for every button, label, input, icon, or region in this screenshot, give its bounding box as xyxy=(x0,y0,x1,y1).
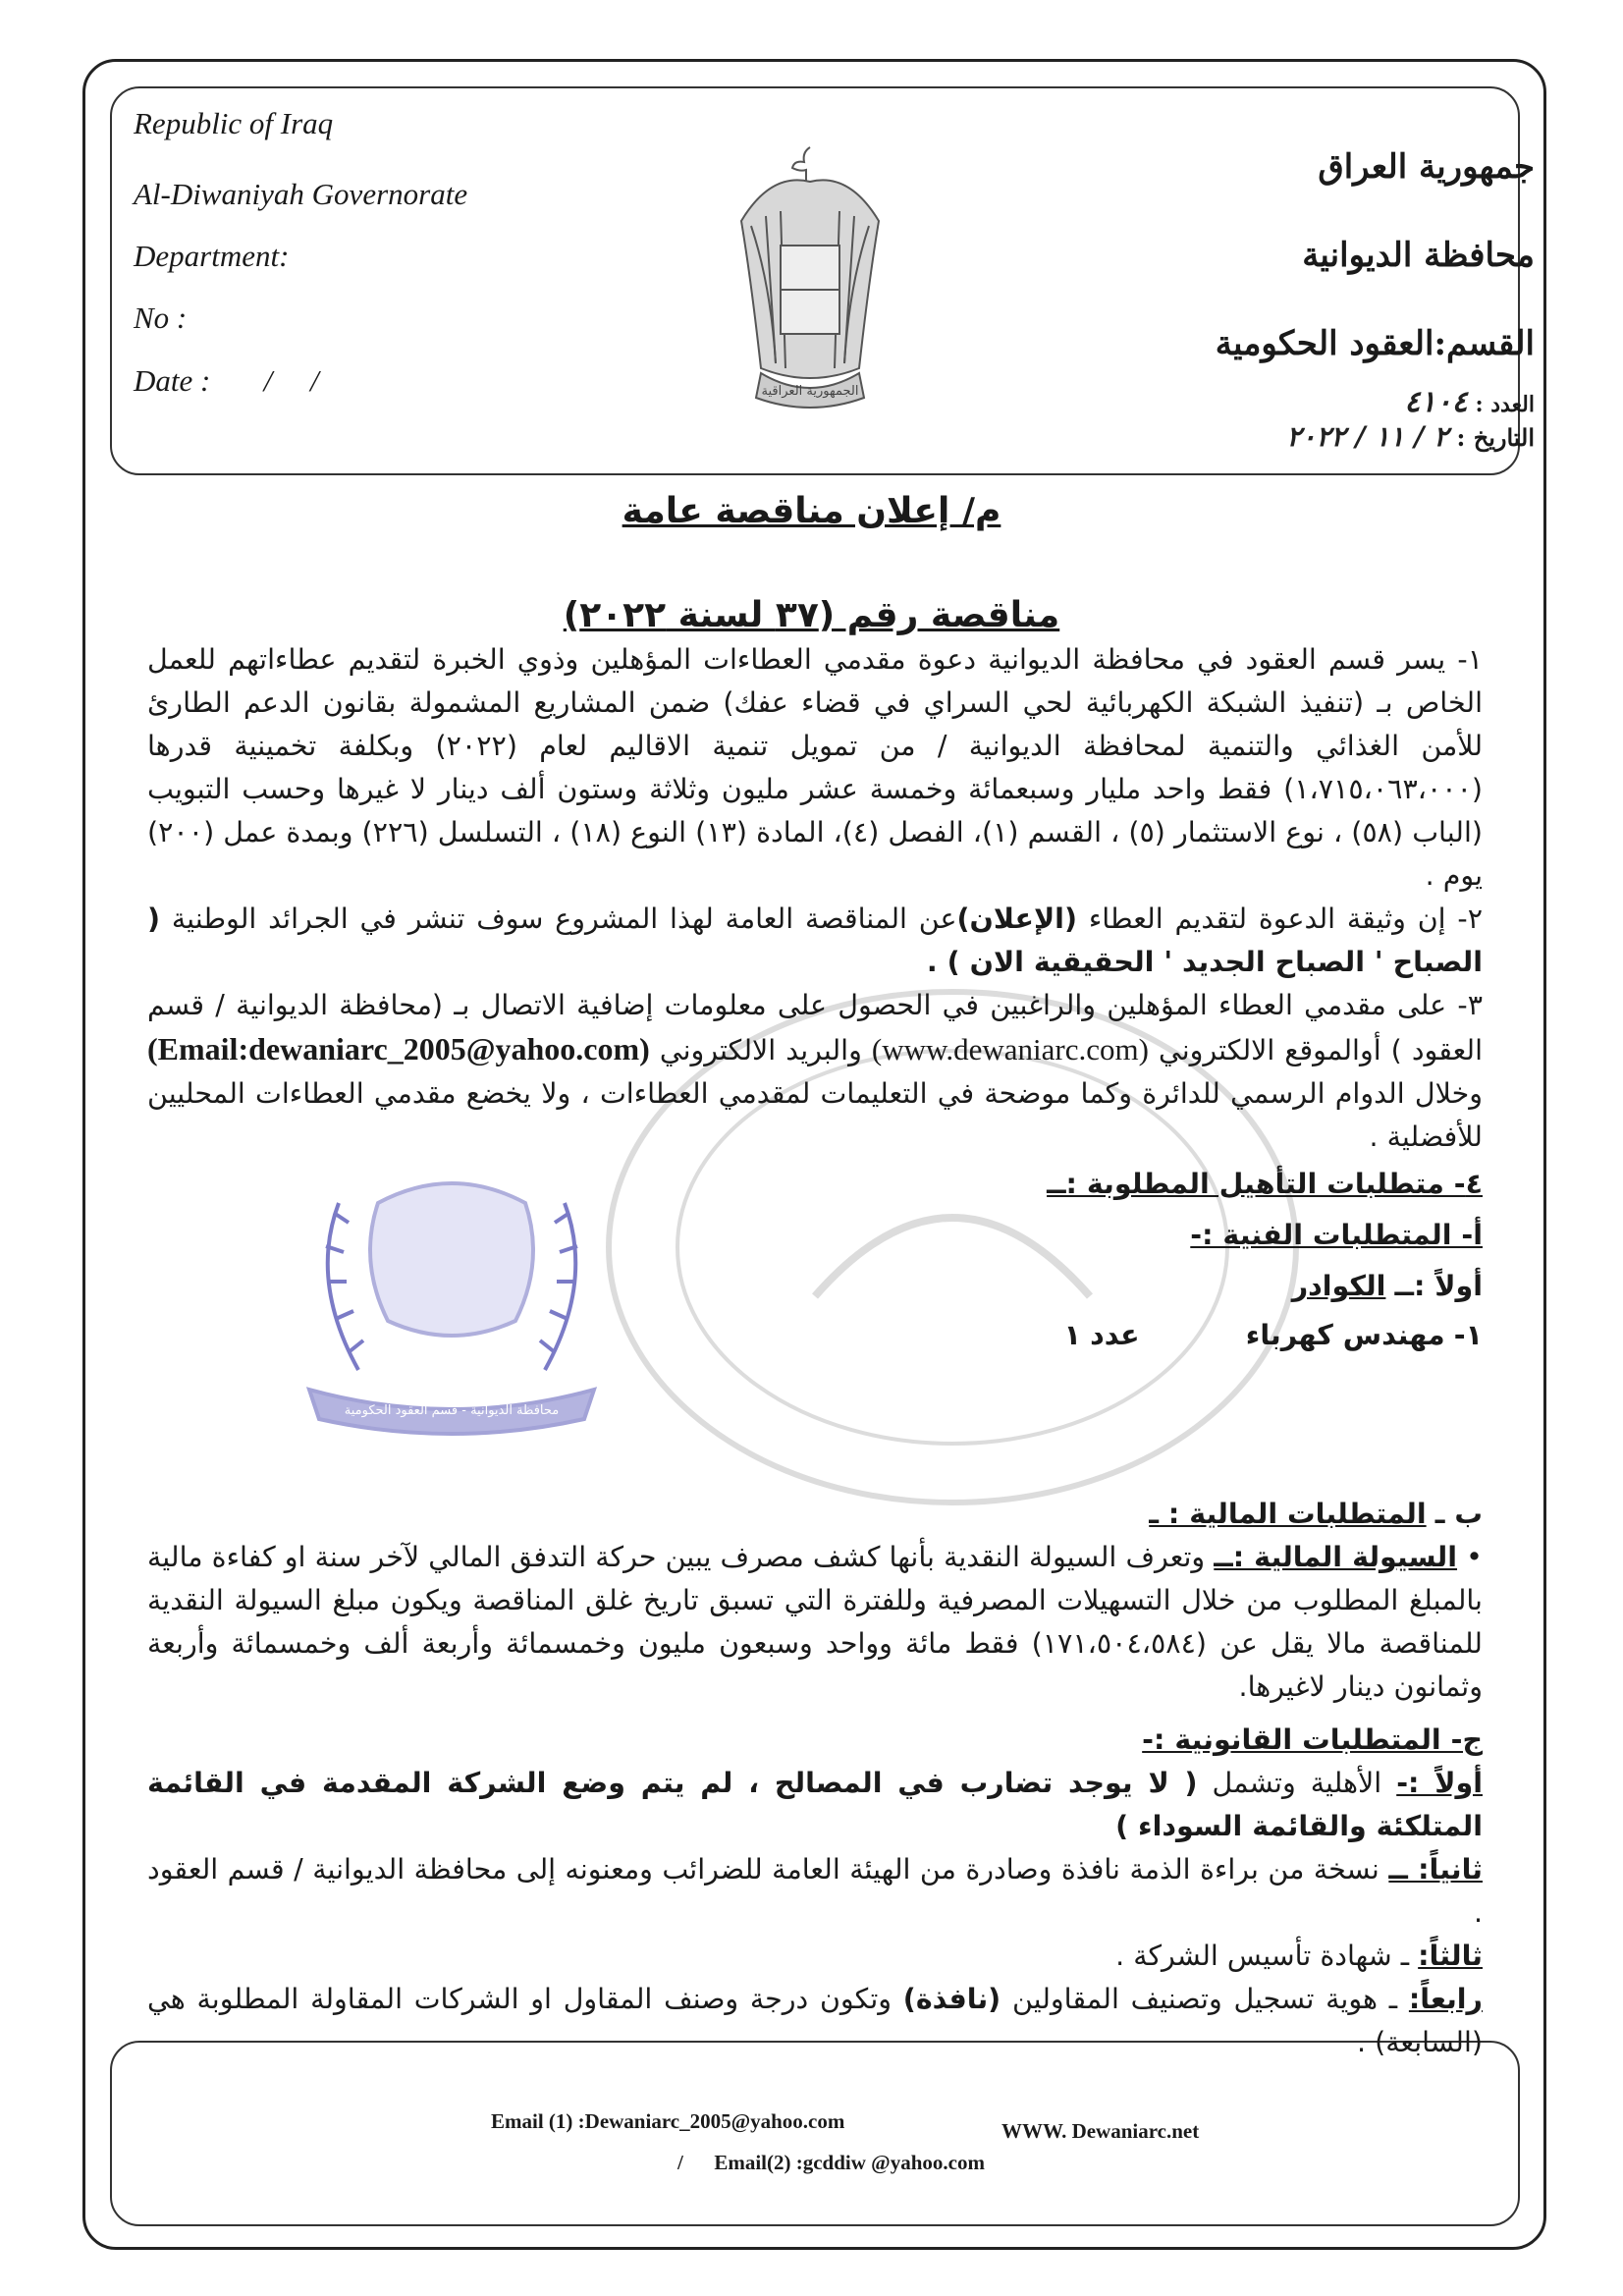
paragraph-1: ١- يسر قسم العقود في محافظة الديوانية دعوة مقدمي العطاءات المؤهلين وذوي الخبرة لتقديم عطاءاتهم للعمل الخاص بـ (تنفيذ الشبكة الكهربائية لحي السراي في قضاء عفك) ضمن المشاريع المشمولة بقانون الدعم الطارئ للأمن الغذائي والتنمية لمحافظة الديوانية / من تمويل تنمية الاقاليم لعام (٢٠٢٢) وبكلفة تخمينية قدرها (١،٧١٥،٠٦٣،٠٠٠) فقط واحد مليار وسبعمائة وخمسة عشر مليون وثلاثة وستون ألف دينار لا غيرها وحسب التبويب (الباب (٥٨) ، نوع الاستثمار (٥) ، القسم (١)، الفصل (٤)، المادة (١٣) النوع (١٨) ، التسلسل (٢٢٦) وبمدة عمل (٢٠٠) يوم . xyxy=(147,643,1484,892)
letterhead-date-en: Date : / / xyxy=(134,363,319,398)
paragraph-3: ٣- على مقدمي العطاء المؤهلين والراغبين في الحصول على معلومات إضافية الاتصال بـ (محافظة الديوانية / قسم العقود ) أوالموقع الالكتروني (www.dewaniarc.com) والبريد الالكتروني (Email:dewaniarc_2005@yahoo.com) وخلال الدوام الرسمي للدائرة وكما موضحة في التعليمات لمقدمي العطاءات ، ولا يخضع مقدمي العطاءات المحليين للأفضلية . xyxy=(147,989,1484,1153)
technical-heading: أ- المتطلبات الفنية :- xyxy=(1190,1219,1483,1251)
footer-email-1[interactable]: Email (1) :Dewaniarc_2005@yahoo.com xyxy=(491,2109,845,2133)
engineer-row: ١- مهندس كهرباء عدد ١ xyxy=(1063,1319,1483,1351)
letterhead-date xyxy=(1286,420,1535,453)
paragraph-2: ٢- إن وثيقة الدعوة لتقديم العطاء (الإعلان)عن المناقصة العامة لهذا المشروع سوف تنشر في الجرائد الوطنية ( الصباح ' الصباح الجديد ' الحقيقية الان ) . xyxy=(147,902,1483,978)
legal-second: ثانياً: ــ نسخة من براءة الذمة نافذة وصادرة من الهيئة العامة للضرائب ومعنونه إلى محافظة الديوانية / قسم العقود . xyxy=(147,1853,1483,1929)
engineer-count-label: عدد xyxy=(1090,1319,1140,1351)
engineer-count: ١ xyxy=(1063,1319,1082,1351)
official-stamp-icon xyxy=(299,1144,604,1439)
date-value: ٢ / ١١ / ٢٠٢٢ xyxy=(1286,420,1449,453)
stamp-caption: محافظة الديوانية - قسم العقود الحكومية xyxy=(344,1403,560,1418)
legal-first: أولاً :- الأهلية وتشمل ( لا يوجد تضارب في المصالح ، لم يتم وضع الشركة المقدمة في القائمة المتلكئة والقائمة السوداء ) xyxy=(147,1767,1483,1842)
letterhead-governorate-en: Al-Diwaniyah Governorate xyxy=(134,177,468,211)
announcement-title: م/ إعلان مناقصة عامة xyxy=(622,491,1001,531)
number-label: العدد : xyxy=(1475,392,1535,417)
legal-fourth: رابعاً: ـ هوية تسجيل وتصنيف المقاولين (نافذة) وتكون درجة وصنف المقاول او الشركات المقاولة المطلوبة هي (السابعة) . xyxy=(147,1983,1483,2058)
emblem-caption: الجمهورية العراقية xyxy=(761,384,859,399)
letterhead-number-en: No : xyxy=(134,301,188,335)
letterhead-country-ar: جمهورية العراق xyxy=(1318,147,1535,187)
legal-third: ثالثاً: ـ شهادة تأسيس الشركة . xyxy=(1115,1940,1483,1972)
footer-email-2[interactable]: / Email(2) :gcddiw @yahoo.com xyxy=(677,2151,985,2174)
tender-number-title: مناقصة رقم (٣٧ لسنة ٢٠٢٢) xyxy=(563,595,1060,635)
date-label: التاريخ : xyxy=(1456,423,1535,452)
liquidity-paragraph: • السيولة المالية :ــ وتعرف السيولة النقدية بأنها كشف مصرف يبين حركة التدفق المالي لآخر سنة او كفاءة مالية بالمبلغ المطلوب من خلال التسهيلات المصرفية وللفترة التي تسبق تاريخ غلق المناقصة ويكون مبلغ السيولة النقدية للمناقصة مالا يقل عن (١٧١،٥٠٤،٥٨٤) فقط مائة وواحد وسبعون مليون وخمسمائة وأربعة ألف وخمسمائة وأربعة وثمانون دينار لاغيرها. xyxy=(147,1541,1483,1703)
legal-heading: ج- المتطلبات القانونية :- xyxy=(1142,1723,1483,1756)
financial-heading: ب ـ المتطلبات المالية : ـ xyxy=(1149,1498,1483,1530)
staff-heading: أولاً :ــ الكوادر xyxy=(1291,1270,1483,1302)
letterhead-department-en: Department: xyxy=(134,239,290,273)
newspapers-list: ( الصباح ' الصباح الجديد ' الحقيقية الان ) . xyxy=(147,902,1483,978)
letterhead-department-ar: القسم:العقود الحكومية xyxy=(1215,324,1535,363)
letterhead-number xyxy=(1404,385,1535,419)
number-value: ٤١٠٤ xyxy=(1404,385,1468,419)
footer-website[interactable]: WWW. Dewaniarc.net xyxy=(1001,2119,1200,2143)
engineer-role: مهندس كهرباء xyxy=(1245,1319,1445,1351)
letterhead-governorate-ar: محافظة الديوانية xyxy=(1302,236,1535,275)
letterhead-country-en: Republic of Iraq xyxy=(134,106,334,140)
iraq-emblem-icon xyxy=(722,128,898,422)
qualification-heading: ٤- متطلبات التأهيل المطلوبة :ــ xyxy=(1047,1168,1483,1200)
website-link[interactable]: (www.dewaniarc.com) xyxy=(871,1032,1149,1066)
email-link[interactable]: (Email:dewaniarc_2005@yahoo.com) xyxy=(147,1031,650,1066)
announcement-body-lower xyxy=(147,1493,1483,2064)
